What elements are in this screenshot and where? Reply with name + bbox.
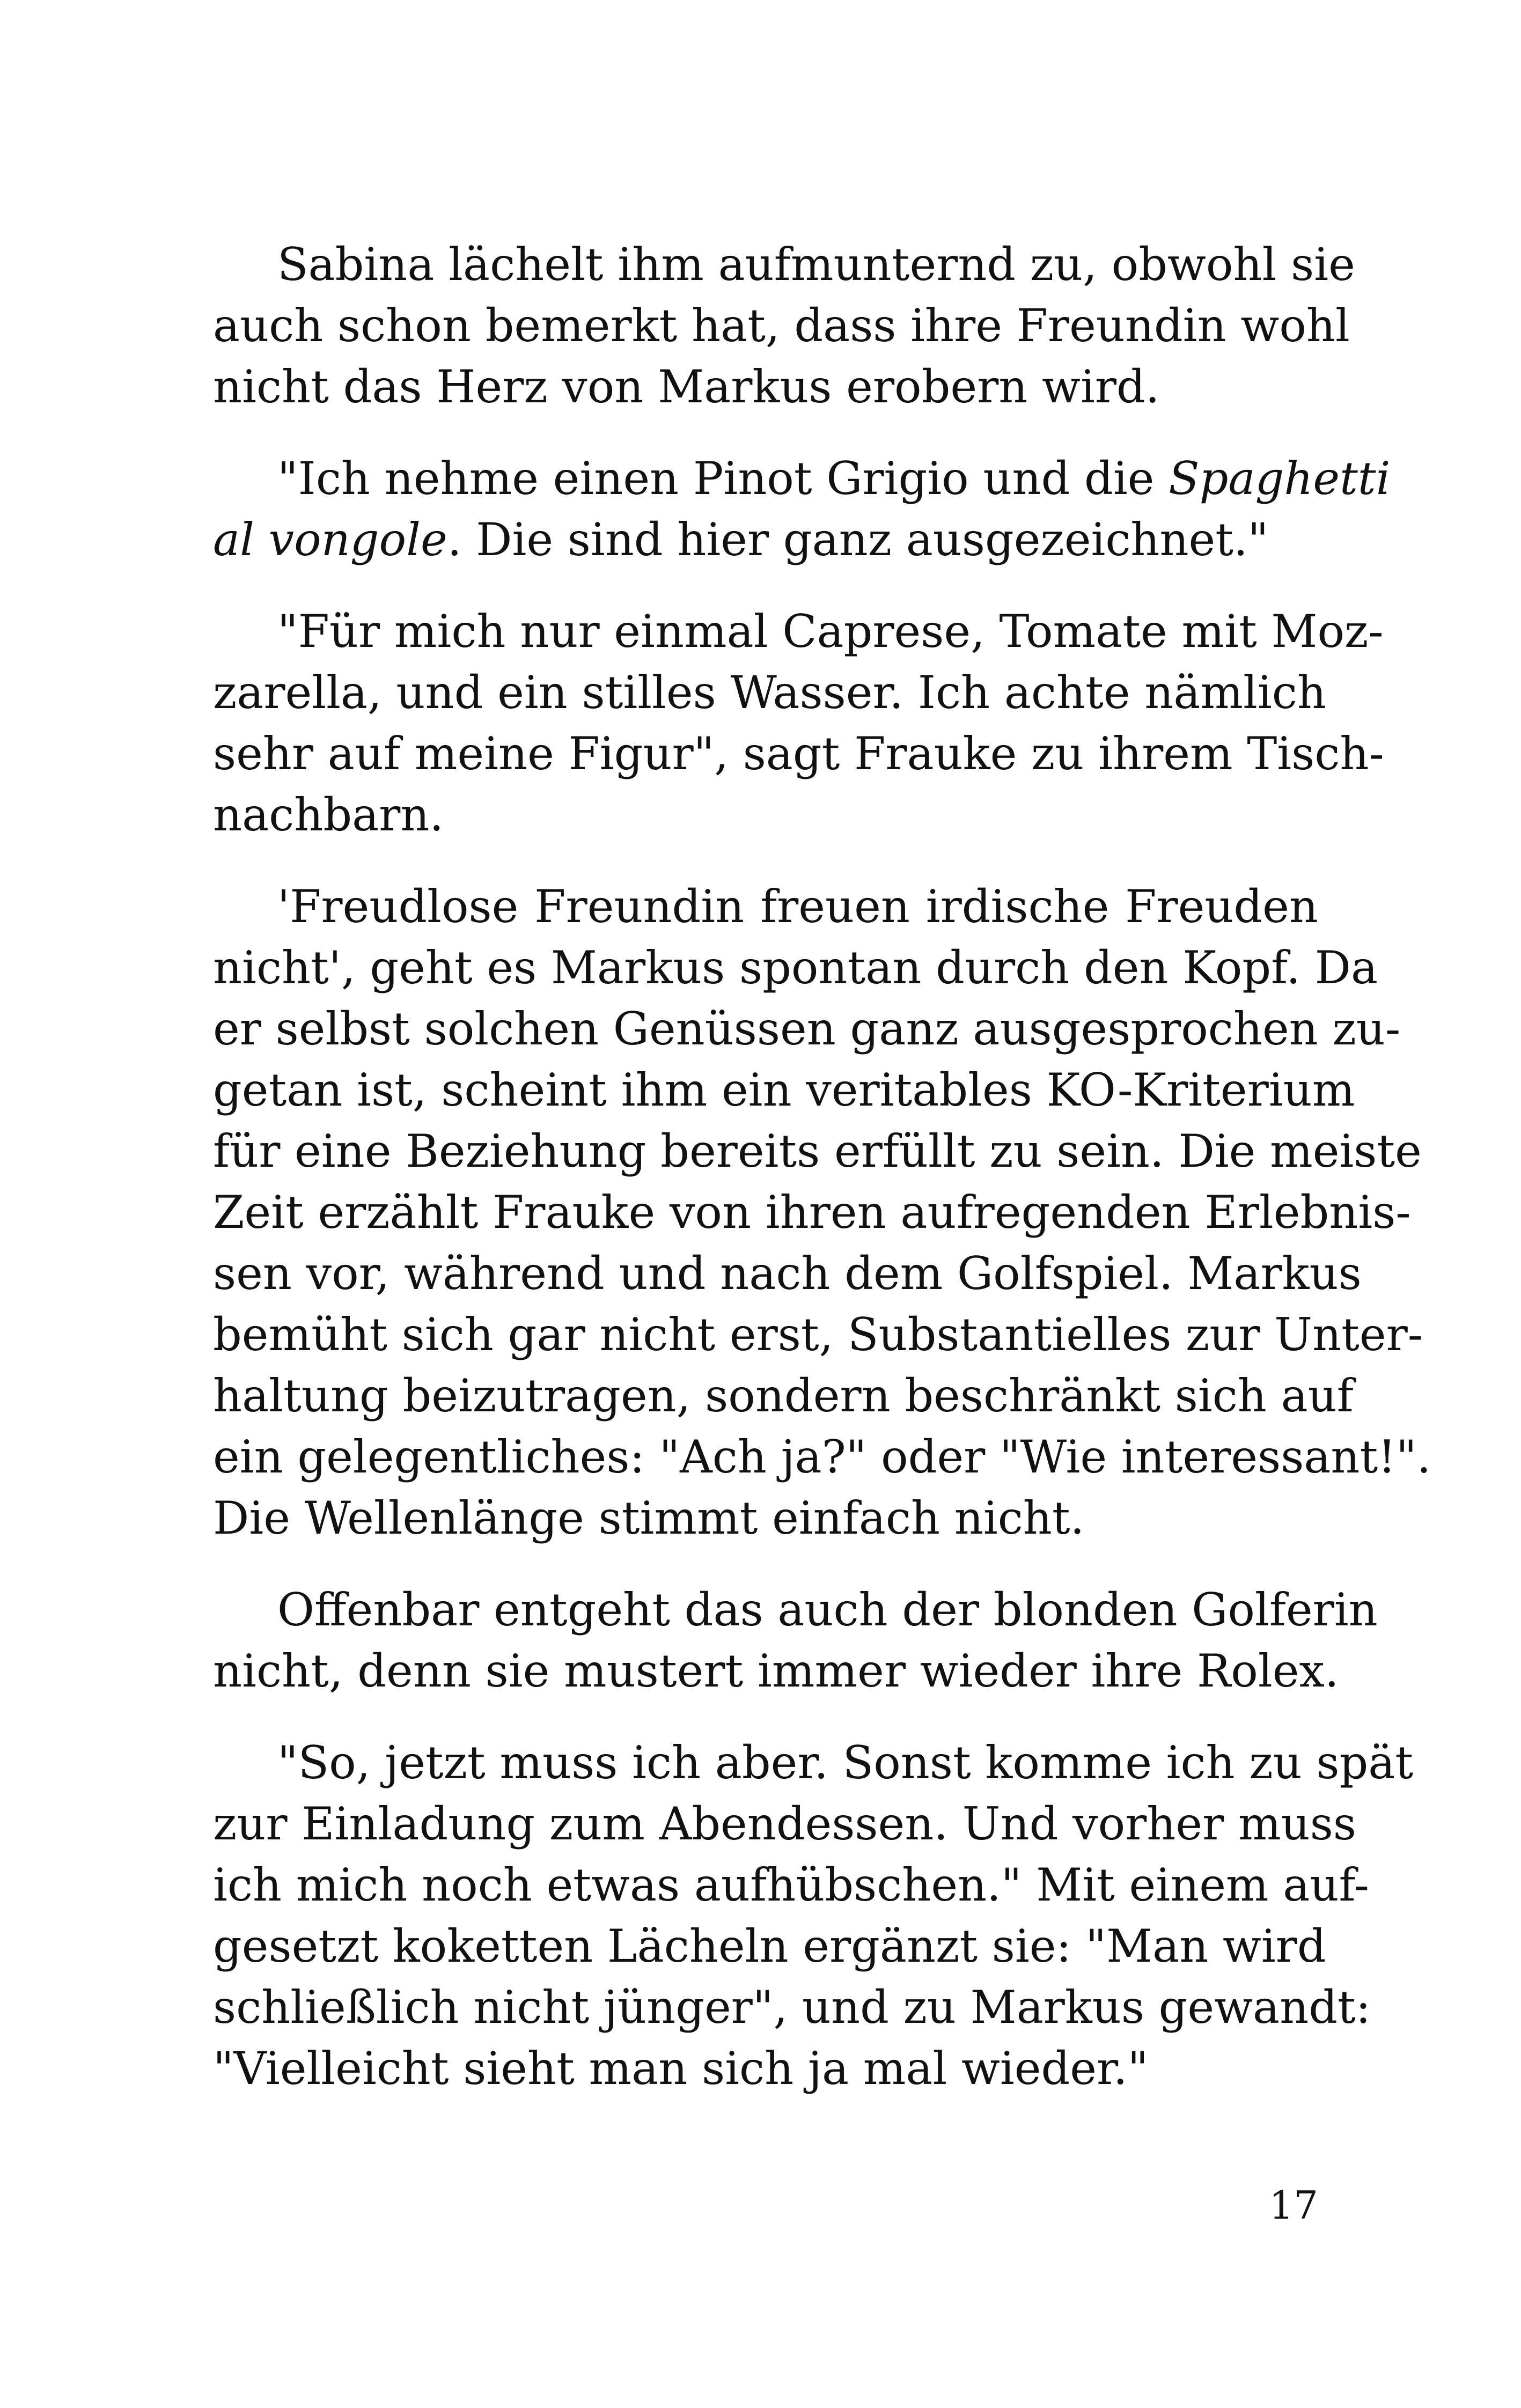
text-line: er selbst solchen Genüssen ganz ausgesprochen zu- (213, 1003, 1401, 1055)
text-line: haltung beizutragen, sondern beschränkt sich auf (213, 1369, 1354, 1422)
text-line: bemüht sich gar nicht erst, Substantielles zur Unter- (213, 1308, 1423, 1361)
text-line (213, 448, 1391, 509)
text-line: 'Freudlose Freundin freuen irdische Freuden (277, 880, 1318, 933)
italic-text: al vongole (213, 513, 447, 566)
text-line: nicht', geht es Markus spontan durch den Kopf. Da (213, 941, 1378, 994)
text-line: zur Einladung zum Abendessen. Und vorher muss (213, 1798, 1356, 1850)
text-line: getan ist, scheint ihm ein veritables KO-Kriterium (213, 1064, 1355, 1116)
paragraph-4 (213, 876, 1431, 1549)
text-line: nicht das Herz von Markus erobern wird. (213, 360, 1160, 413)
text-line: "Für mich nur einmal Caprese, Tomate mit Moz- (277, 605, 1384, 658)
text-line: sen vor, während und nach dem Golfspiel. Markus (213, 1247, 1362, 1300)
page-number: 17 (1269, 2183, 1318, 2228)
paragraph-6 (213, 1732, 1414, 2099)
paragraph-5 (213, 1579, 1378, 1702)
paragraph-2 (213, 448, 1391, 570)
text-line: nicht, denn sie mustert immer wieder ihre Rolex. (213, 1645, 1339, 1697)
italic-text: Spaghetti (1169, 452, 1391, 505)
text-line: auch schon bemerkt hat, dass ihre Freundin wohl (213, 299, 1350, 352)
paragraph-3 (213, 601, 1384, 845)
text-line: gesetzt koketten Lächeln ergänzt sie: "Man wird (213, 1920, 1326, 1972)
text-line: zarella, und ein stilles Wasser. Ich achte nämlich (213, 666, 1326, 719)
text-span: . Die sind hier ganz ausgezeichnet." (447, 513, 1269, 566)
body-text (213, 234, 1431, 2130)
text-line (213, 509, 1318, 570)
text-line: für eine Beziehung bereits erfüllt zu sein. Die meiste (213, 1125, 1422, 1177)
text-line: "So, jetzt muss ich aber. Sonst komme ich zu spät (277, 1736, 1414, 1789)
text-line: schließlich nicht jünger", und zu Markus gewandt: (213, 1981, 1371, 2034)
text-line: ich mich noch etwas aufhübschen." Mit einem auf- (213, 1859, 1369, 1911)
text-line: "Vielleicht sieht man sich ja mal wieder." (213, 2042, 1149, 2095)
text-line: nachbarn. (213, 789, 444, 841)
text-line: Zeit erzählt Frauke von ihren aufregenden Erlebnis- (213, 1186, 1411, 1239)
text-line: ein gelegentliches: "Ach ja?" oder "Wie interessant!". (213, 1431, 1431, 1483)
text-line: Sabina lächelt ihm aufmunternd zu, obwohl sie (277, 238, 1355, 291)
text-span: "Ich nehme einen Pinot Grigio und die (277, 452, 1169, 505)
text-line: sehr auf meine Figur", sagt Frauke zu ihrem Tisch- (213, 727, 1384, 780)
text-line: Offenbar entgeht das auch der blonden Golferin (277, 1584, 1378, 1636)
paragraph-1 (213, 234, 1355, 417)
text-line: Die Wellenlänge stimmt einfach nicht. (213, 1492, 1085, 1544)
